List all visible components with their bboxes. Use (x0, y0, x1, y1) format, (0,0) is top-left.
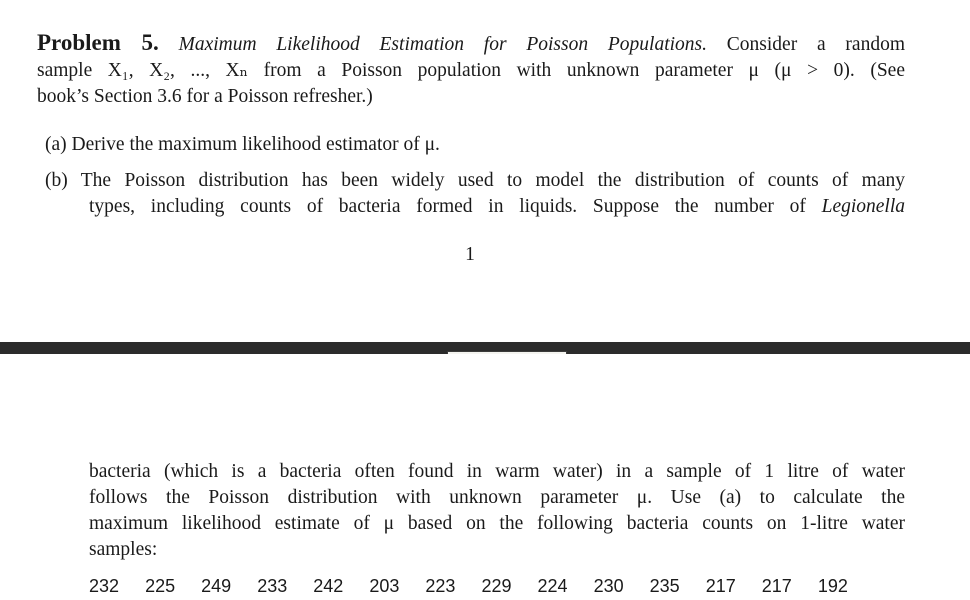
count-value: 217 (705, 576, 736, 596)
count-value: 217 (761, 576, 792, 596)
continuation-line-1: bacteria (which is a bacteria often found in warm water) in a sample of 1 litre of water (89, 461, 905, 482)
count-value: 233 (257, 576, 288, 596)
legionella-word: Legionella (821, 196, 906, 217)
count-value: 224 (537, 576, 568, 596)
problem-title: Problem 5. (37, 30, 159, 55)
item-b-line-2 (89, 194, 905, 220)
count-value: 232 (89, 576, 120, 596)
count-value: 203 (369, 576, 400, 596)
count-value: 235 (649, 576, 680, 596)
item-a: (a) Derive the maximum likelihood estimator of μ. (45, 134, 440, 155)
continuation-line-2: follows the Poisson distribution with unknown parameter μ. Use (a) to calculate the (89, 487, 905, 508)
count-value: 249 (201, 576, 232, 596)
count-value: 242 (313, 576, 344, 596)
problem-line1-rest: Consider a random (726, 34, 905, 55)
count-value: 230 (593, 576, 624, 596)
problem-heading-line (37, 30, 905, 58)
continuation-line-3: maximum likelihood estimate of μ based on the following bacteria counts on 1-litre water (89, 513, 905, 534)
item-b-line-1: (b) The Poisson distribution has been widely used to model the distribution of counts of many (45, 170, 905, 191)
count-value: 223 (425, 576, 456, 596)
count-value: 229 (481, 576, 512, 596)
bacteria-counts (89, 573, 869, 599)
problem-italic-heading: Maximum Likelihood Estimation for Poisson Populations. (178, 34, 708, 55)
page-number: 1 (465, 244, 475, 265)
continuation-line-4: samples: (89, 539, 158, 560)
item-b-line-2-text: types, including counts of bacteria formed in liquids. Suppose the number of (89, 196, 806, 217)
problem-line-3: book’s Section 3.6 for a Poisson refresher.) (37, 86, 373, 107)
problem-line-2: sample X₁, X₂, ..., Xₙ from a Poisson population with unknown parameter μ (μ > 0). (See (37, 60, 905, 81)
count-value: 192 (817, 576, 848, 596)
count-value: 225 (145, 576, 176, 596)
